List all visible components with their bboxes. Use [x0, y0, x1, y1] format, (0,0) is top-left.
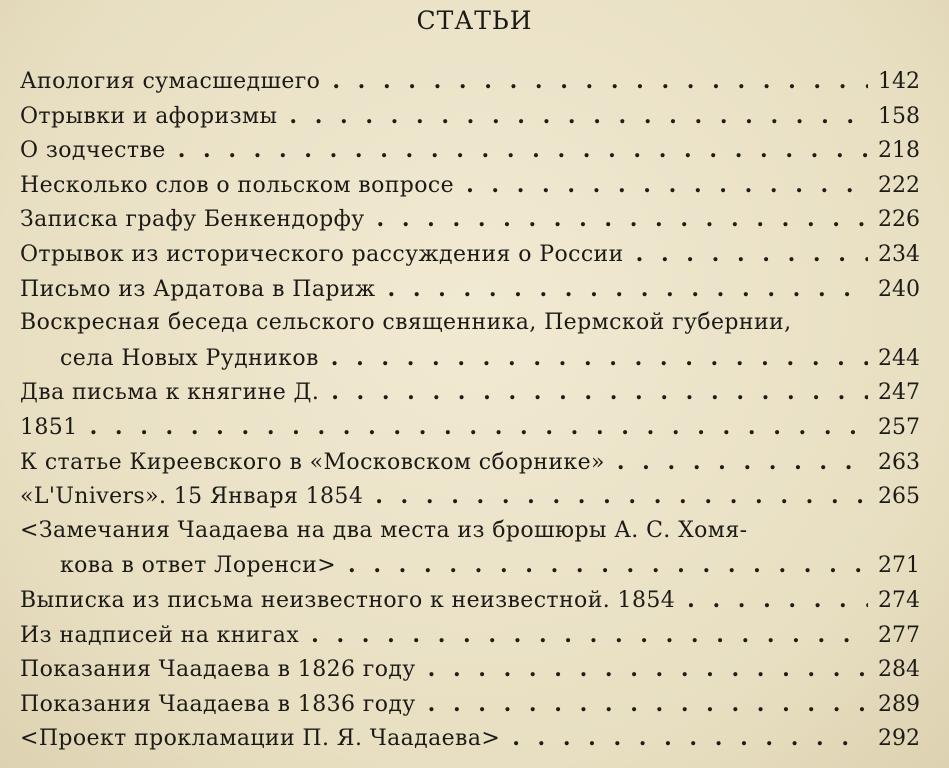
toc-entry [20, 479, 920, 514]
toc-entry [20, 375, 920, 410]
toc-entry-title: О зодчестве [20, 138, 166, 164]
toc-entry-page: 265 [878, 484, 920, 510]
dot-leader [299, 618, 868, 653]
toc-entry-title: Из надписей на книгах [20, 622, 300, 648]
toc-entry [20, 548, 920, 583]
toc-entry-page: 226 [878, 207, 920, 233]
toc-entry-page: 292 [878, 726, 920, 752]
dot-leader [336, 548, 868, 583]
toc-entry-title: Воскресная беседа сельского священника, Пермской губернии, [20, 310, 792, 336]
toc-entry-page: 284 [878, 657, 920, 683]
dot-leader [416, 687, 868, 722]
toc-entry-page: 240 [878, 276, 920, 302]
dot-leader [277, 99, 868, 134]
toc-entry [20, 202, 920, 237]
toc-entry-page: 218 [878, 138, 920, 164]
toc-entry [20, 583, 920, 618]
dot-leader [363, 479, 868, 514]
toc-entry-title: Показания Чаадаева в 1826 году [20, 657, 416, 683]
toc-entry-title: <Проект прокламации П. Я. Чаадаева> [20, 726, 501, 752]
toc-entry-title: К статье Киреевского в «Московском сборнике» [20, 449, 605, 475]
toc-entry-page: 222 [878, 172, 920, 198]
dot-leader [675, 583, 868, 618]
toc-entry-page: 263 [878, 449, 920, 475]
toc-entry-title: Два письма к княгине Д. [20, 380, 320, 406]
toc-entry [20, 687, 920, 722]
toc-entry-title: Выписка из письма неизвестного к неизвестной. 1854 [20, 587, 676, 613]
toc-entry [20, 237, 920, 272]
toc-entry-title: Несколько слов о польском вопросе [20, 172, 455, 198]
toc-entry-title: кова в ответ Лоренси> [60, 553, 337, 579]
dot-leader [454, 168, 868, 203]
toc-entry [20, 306, 920, 341]
toc-entry-page: 247 [878, 380, 920, 406]
dot-leader [166, 133, 868, 168]
toc-entry-title: «L'Univers». 15 Января 1854 [20, 484, 364, 510]
toc-entry [20, 618, 920, 653]
dot-leader [624, 237, 868, 272]
dot-leader [365, 202, 868, 237]
toc-entry-page: 271 [878, 553, 920, 579]
dot-leader [500, 721, 868, 756]
dot-leader [320, 64, 868, 99]
toc-entry [20, 341, 920, 376]
toc-entry-page: 289 [878, 691, 920, 717]
toc-entry-title: Письмо из Ардатова в Париж [20, 276, 376, 302]
toc-entry [20, 652, 920, 687]
toc-entry-page: 158 [878, 103, 920, 129]
dot-leader [319, 341, 868, 376]
toc-entry-title: Показания Чаадаева в 1836 году [20, 691, 416, 717]
toc-entry [20, 445, 920, 480]
toc-entry-page: 234 [878, 241, 920, 267]
toc-entry-page: 257 [878, 414, 920, 440]
section-title: СТАТЬИ [416, 6, 533, 35]
toc-entry-title: Отрывок из исторического рассуждения о России [20, 241, 624, 267]
toc-entry-page: 274 [878, 587, 920, 613]
toc-entry-title: 1851 [20, 414, 78, 440]
toc-entry-page: 142 [878, 69, 920, 94]
toc-entry-page: 277 [878, 622, 920, 648]
dot-leader [319, 375, 868, 410]
toc-entry [20, 410, 920, 445]
dot-leader [416, 652, 868, 687]
toc-entry-title: Отрывки и афоризмы [20, 103, 278, 129]
toc-entry-title: села Новых Рудников [60, 345, 319, 371]
toc-entry [20, 514, 920, 549]
toc-entry-title: Записка графу Бенкендорфу [20, 207, 365, 233]
toc-entry-title: <Замечания Чаадаева на два места из брошюры А. С. Хомя- [20, 517, 748, 543]
dot-leader [605, 445, 868, 480]
toc-entry-title: Апология сумасшедшего [20, 69, 321, 94]
dot-leader [376, 272, 868, 307]
toc-entry [20, 721, 920, 756]
toc-entry [20, 168, 920, 203]
toc-entry [20, 64, 920, 99]
dot-leader [78, 410, 868, 445]
table-of-contents [20, 64, 920, 756]
toc-entry [20, 133, 920, 168]
toc-entry-page: 244 [878, 345, 920, 371]
toc-entry [20, 272, 920, 307]
toc-entry [20, 99, 920, 134]
